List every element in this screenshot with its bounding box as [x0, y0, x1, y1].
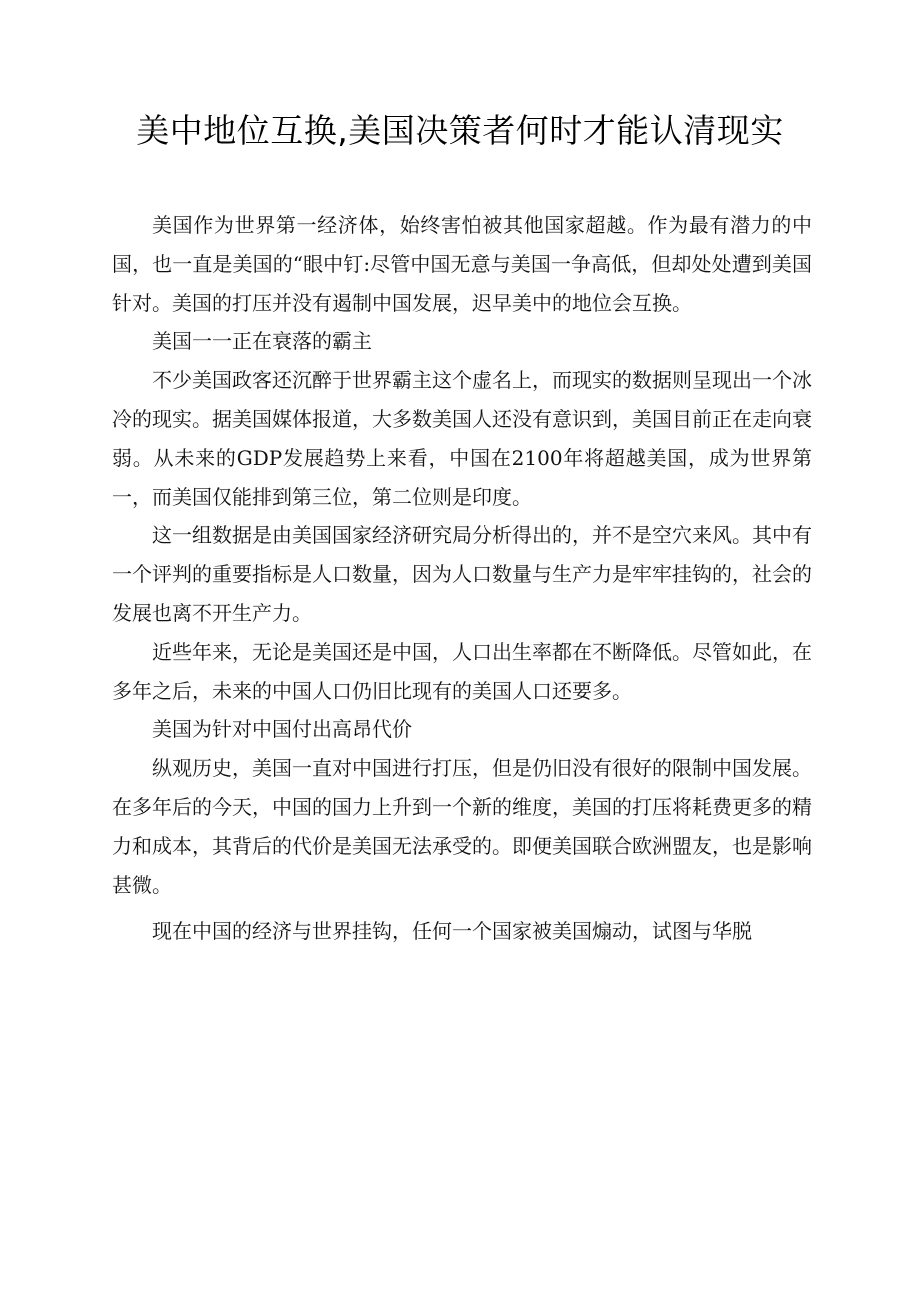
section-heading: 美国为针对中国付出高昂代价: [152, 717, 412, 742]
paragraph: 现在中国的经济与世界挂钩，任何一个国家被美国煽动，试图与华脱: [152, 919, 752, 944]
paragraph: 纵观历史，美国一直对中国进行打压，但是仍旧没有很好的限制中国发展。在多年后的今天，中国的国力上升到一个新的维度，美国的打压将耗费更多的精力和成本，其背后的代价是美国无法承受的。即便美国联合欧洲盟友，也是影响甚微。: [112, 756, 812, 897]
paragraph: 这一组数据是由美国国家经济研究局分析得出的，并不是空穴来风。其中有一个评判的重要指标是人口数量，因为人口数量与生产力是牢牢挂钩的，社会的发展也离不开生产力。: [112, 523, 812, 625]
document-title: 美中地位互换,美国决策者何时才能认清现实: [136, 111, 784, 150]
paragraph: 近些年来，无论是美国还是中国，人口出生率都在不断降低。尽管如此，在多年之后，未来的中国人口仍旧比现有的美国人口还要多。: [112, 639, 812, 703]
paragraph: 美国作为世界第一经济体，始终害怕被其他国家超越。作为最有潜力的中国，也一直是美国的“眼中钉:尽管中国无意与美国一争高低，但却处处遭到美国针对。美国的打压并没有遏制中国发展，迟早美中的地位会互换。: [112, 213, 812, 315]
section-heading: 美国一一正在衰落的霸主: [152, 329, 372, 354]
paragraph: 不少美国政客还沉醉于世界霸主这个虚名上，而现实的数据则呈现出一个冰冷的现实。据美国媒体报道，大多数美国人还没有意识到，美国目前正在走向衰弱。从未来的GDP发展趋势上来看，中国在2100年将超越美国，成为世界第一，而美国仅能排到第三位，第二位则是印度。: [112, 368, 812, 509]
document-body: [112, 206, 812, 951]
